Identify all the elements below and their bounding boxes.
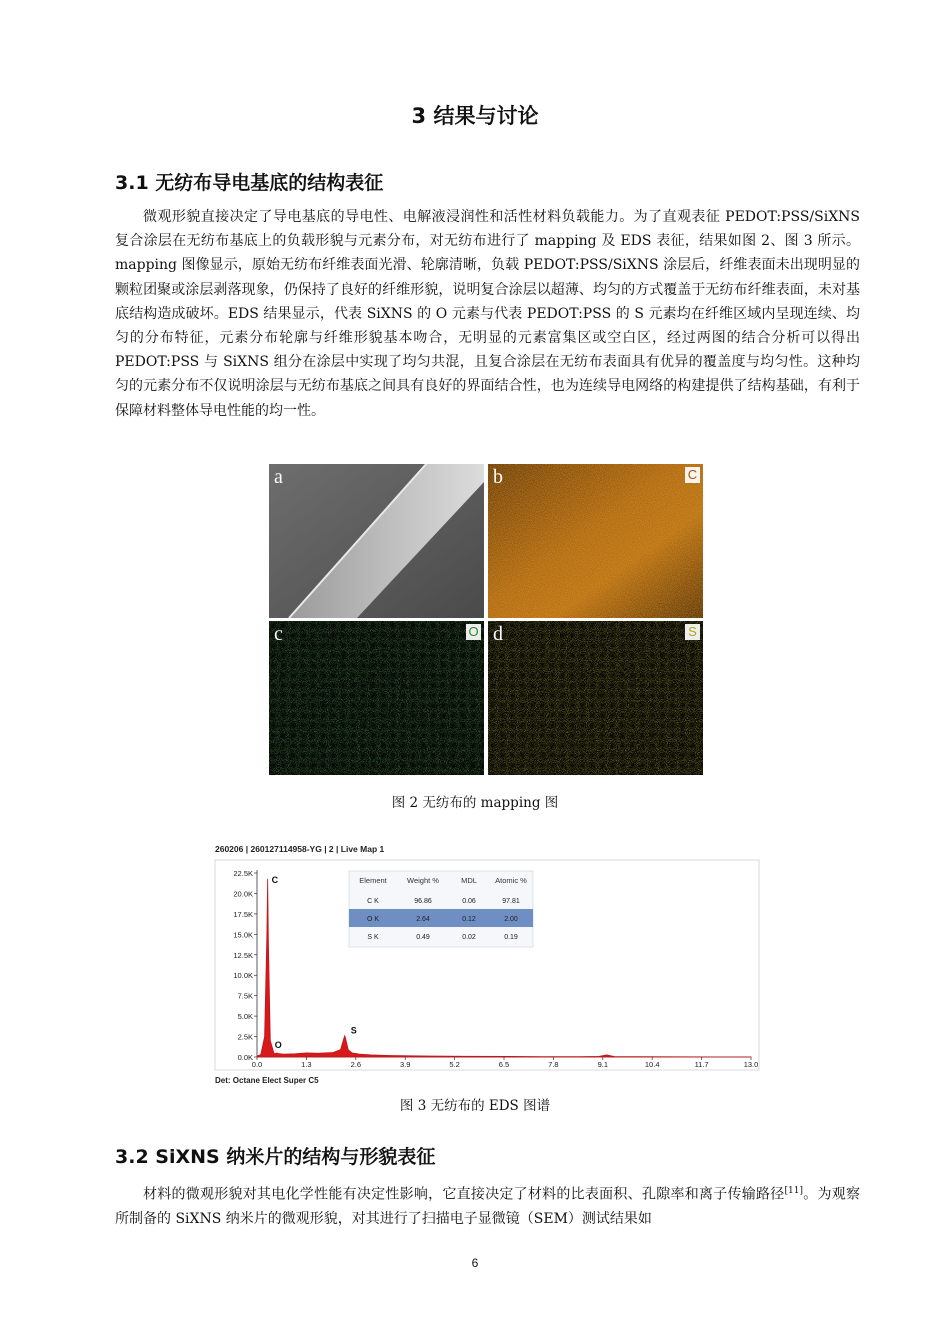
table-cell: 2.64 [416, 916, 430, 923]
table-cell: O K [366, 916, 380, 923]
section-3-1-paragraph: 微观形貌直接决定了导电基底的导电性、电解液浸润性和活性材料负载能力。为了直观表征 PEDOT:PSS/SiXNS 复合涂层在无纺布基底上的负载形貌与元素分布，对无纺布进行了 mapping 及 EDS 表征，结果如图 2、图 3 所示。mapping 图像显示，原始无纺布纤维表面光滑、轮廓清晰，负载 PEDOT:PSS/SiXNS 涂层后，纤维表面未出现明显的颗粒团聚或涂层剥落现象，仍保持了良好的纤维形貌，说明复合涂层以超薄、均匀的方式覆盖于无纺布纤维表面，未对基底结构造成破坏。EDS 结果显示，代表 SiXNS 的 O 元素与代表 PEDOT:PSS 的 S 元素均在纤维区域内呈现连续、均匀的分布特征，元素分布轮廓与纤维形貌基本吻合，无明显的元素富集区或空白区，经过两图的结合分析可以得出 PEDOT:PSS 与 SiXNS 组分在涂层中实现了均匀共混，且复合涂层在无纺布表面具有优异的覆盖度与均匀性。这种均匀的元素分布不仅说明涂层与无纺布基底之间具有良好的界面结合性，也为连续导电网络的构建提供了结构基础，有利于保障材料整体导电性能的均一性。 [115, 209, 860, 419]
figure-3-caption: 图 3 无纺布的 EDS 图谱 [399, 1098, 551, 1114]
y-tick-label: 0.0K [237, 1053, 253, 1062]
x-tick-label: 9.1 [597, 1060, 609, 1069]
page-number: 6 [471, 1256, 479, 1270]
section-title-3-1: 3.1 无纺布导电基底的结构表征 [115, 172, 384, 194]
citation-ref[interactable]: [11] [784, 1186, 803, 1196]
table-cell: 0.49 [416, 934, 430, 941]
y-tick-label: 2.5K [237, 1032, 253, 1042]
table-cell: 96.86 [414, 898, 432, 905]
y-tick-label: 22.5K [233, 869, 253, 878]
paragraph-text: 。为观察所制备的 SiXNS 纳米片的微观形貌，对其进行了扫描电子显微镜（SEM）测试结果如 [115, 1186, 861, 1227]
table-cell: 0.12 [462, 916, 476, 923]
x-tick-label: 2.6 [350, 1060, 362, 1069]
peak-label: O [274, 1039, 282, 1050]
x-tick-label: 1.3 [301, 1060, 312, 1069]
figure-2-caption: 图 2 无纺布的 mapping 图 [391, 795, 559, 811]
table-cell: 2.00 [504, 916, 518, 923]
section-3-2-paragraph [115, 1179, 860, 1231]
x-tick-label: 0.0 [251, 1060, 263, 1069]
y-tick-label: 17.5K [233, 909, 253, 919]
x-tick-label: 3.9 [399, 1060, 411, 1069]
y-tick-label: 10.0K [233, 971, 253, 981]
element-label: O [466, 624, 481, 640]
x-tick-label: 6.5 [498, 1060, 510, 1069]
table-cell: 0.02 [462, 934, 476, 941]
panel-a-sem [269, 464, 484, 618]
table-cell: S K [367, 934, 379, 941]
x-tick-label: 11.7 [694, 1060, 709, 1069]
panel-d-sulfur-map [488, 621, 703, 775]
oxygen-map-image [269, 621, 484, 775]
composition-table [349, 871, 533, 947]
x-tick-label: 7.8 [548, 1060, 559, 1069]
x-tick-label: 5.2 [449, 1060, 460, 1069]
paragraph-text: 材料的微观形貌对其电化学性能有决定性影响，它直接决定了材料的比表面积、孔隙率和离子传输路径 [143, 1186, 785, 1203]
chart-title: 260206 | 260127114958-YG | 2 | Live Map 1 [215, 844, 385, 854]
figure-3-eds-chart [213, 840, 761, 1088]
panel-label: b [493, 466, 503, 488]
detector-label: Det: Octane Elect Super C5 [215, 1076, 319, 1085]
y-tick-label: 20.0K [233, 889, 253, 899]
table-cell: 0.06 [462, 898, 476, 905]
table-header: Element [359, 876, 387, 885]
element-label: C [685, 467, 700, 483]
carbon-map-image [488, 464, 703, 618]
section-title-3-2: 3.2 SiXNS 纳米片的结构与形貌表征 [115, 1146, 436, 1168]
x-tick-label: 10.4 [644, 1060, 660, 1069]
peak-label: C [271, 875, 279, 885]
chapter-title: 3 结果与讨论 [411, 104, 539, 128]
y-tick-label: 15.0K [233, 930, 253, 940]
y-tick-label: 12.5K [233, 950, 253, 960]
panel-label: d [493, 623, 503, 645]
element-label: S [685, 624, 700, 640]
table-header: Atomic % [495, 876, 527, 885]
panel-label: a [274, 466, 283, 488]
table-header: MDL [461, 876, 477, 885]
y-tick-label: 7.5K [237, 991, 253, 1001]
x-tick-label: 13.0 [743, 1060, 759, 1069]
table-cell: 0.19 [504, 934, 518, 941]
sem-image [269, 464, 484, 618]
table-header: Weight % [407, 876, 439, 885]
panel-c-oxygen-map [269, 621, 484, 775]
panel-b-carbon-map [488, 464, 703, 618]
table-cell: 97.81 [502, 898, 520, 905]
panel-label: c [274, 623, 283, 645]
table-cell: C K [367, 898, 379, 905]
figure-2-mapping [269, 464, 703, 775]
y-tick-label: 5.0K [237, 1012, 253, 1022]
sulfur-map-image [488, 621, 703, 775]
peak-label: S [350, 1025, 357, 1036]
